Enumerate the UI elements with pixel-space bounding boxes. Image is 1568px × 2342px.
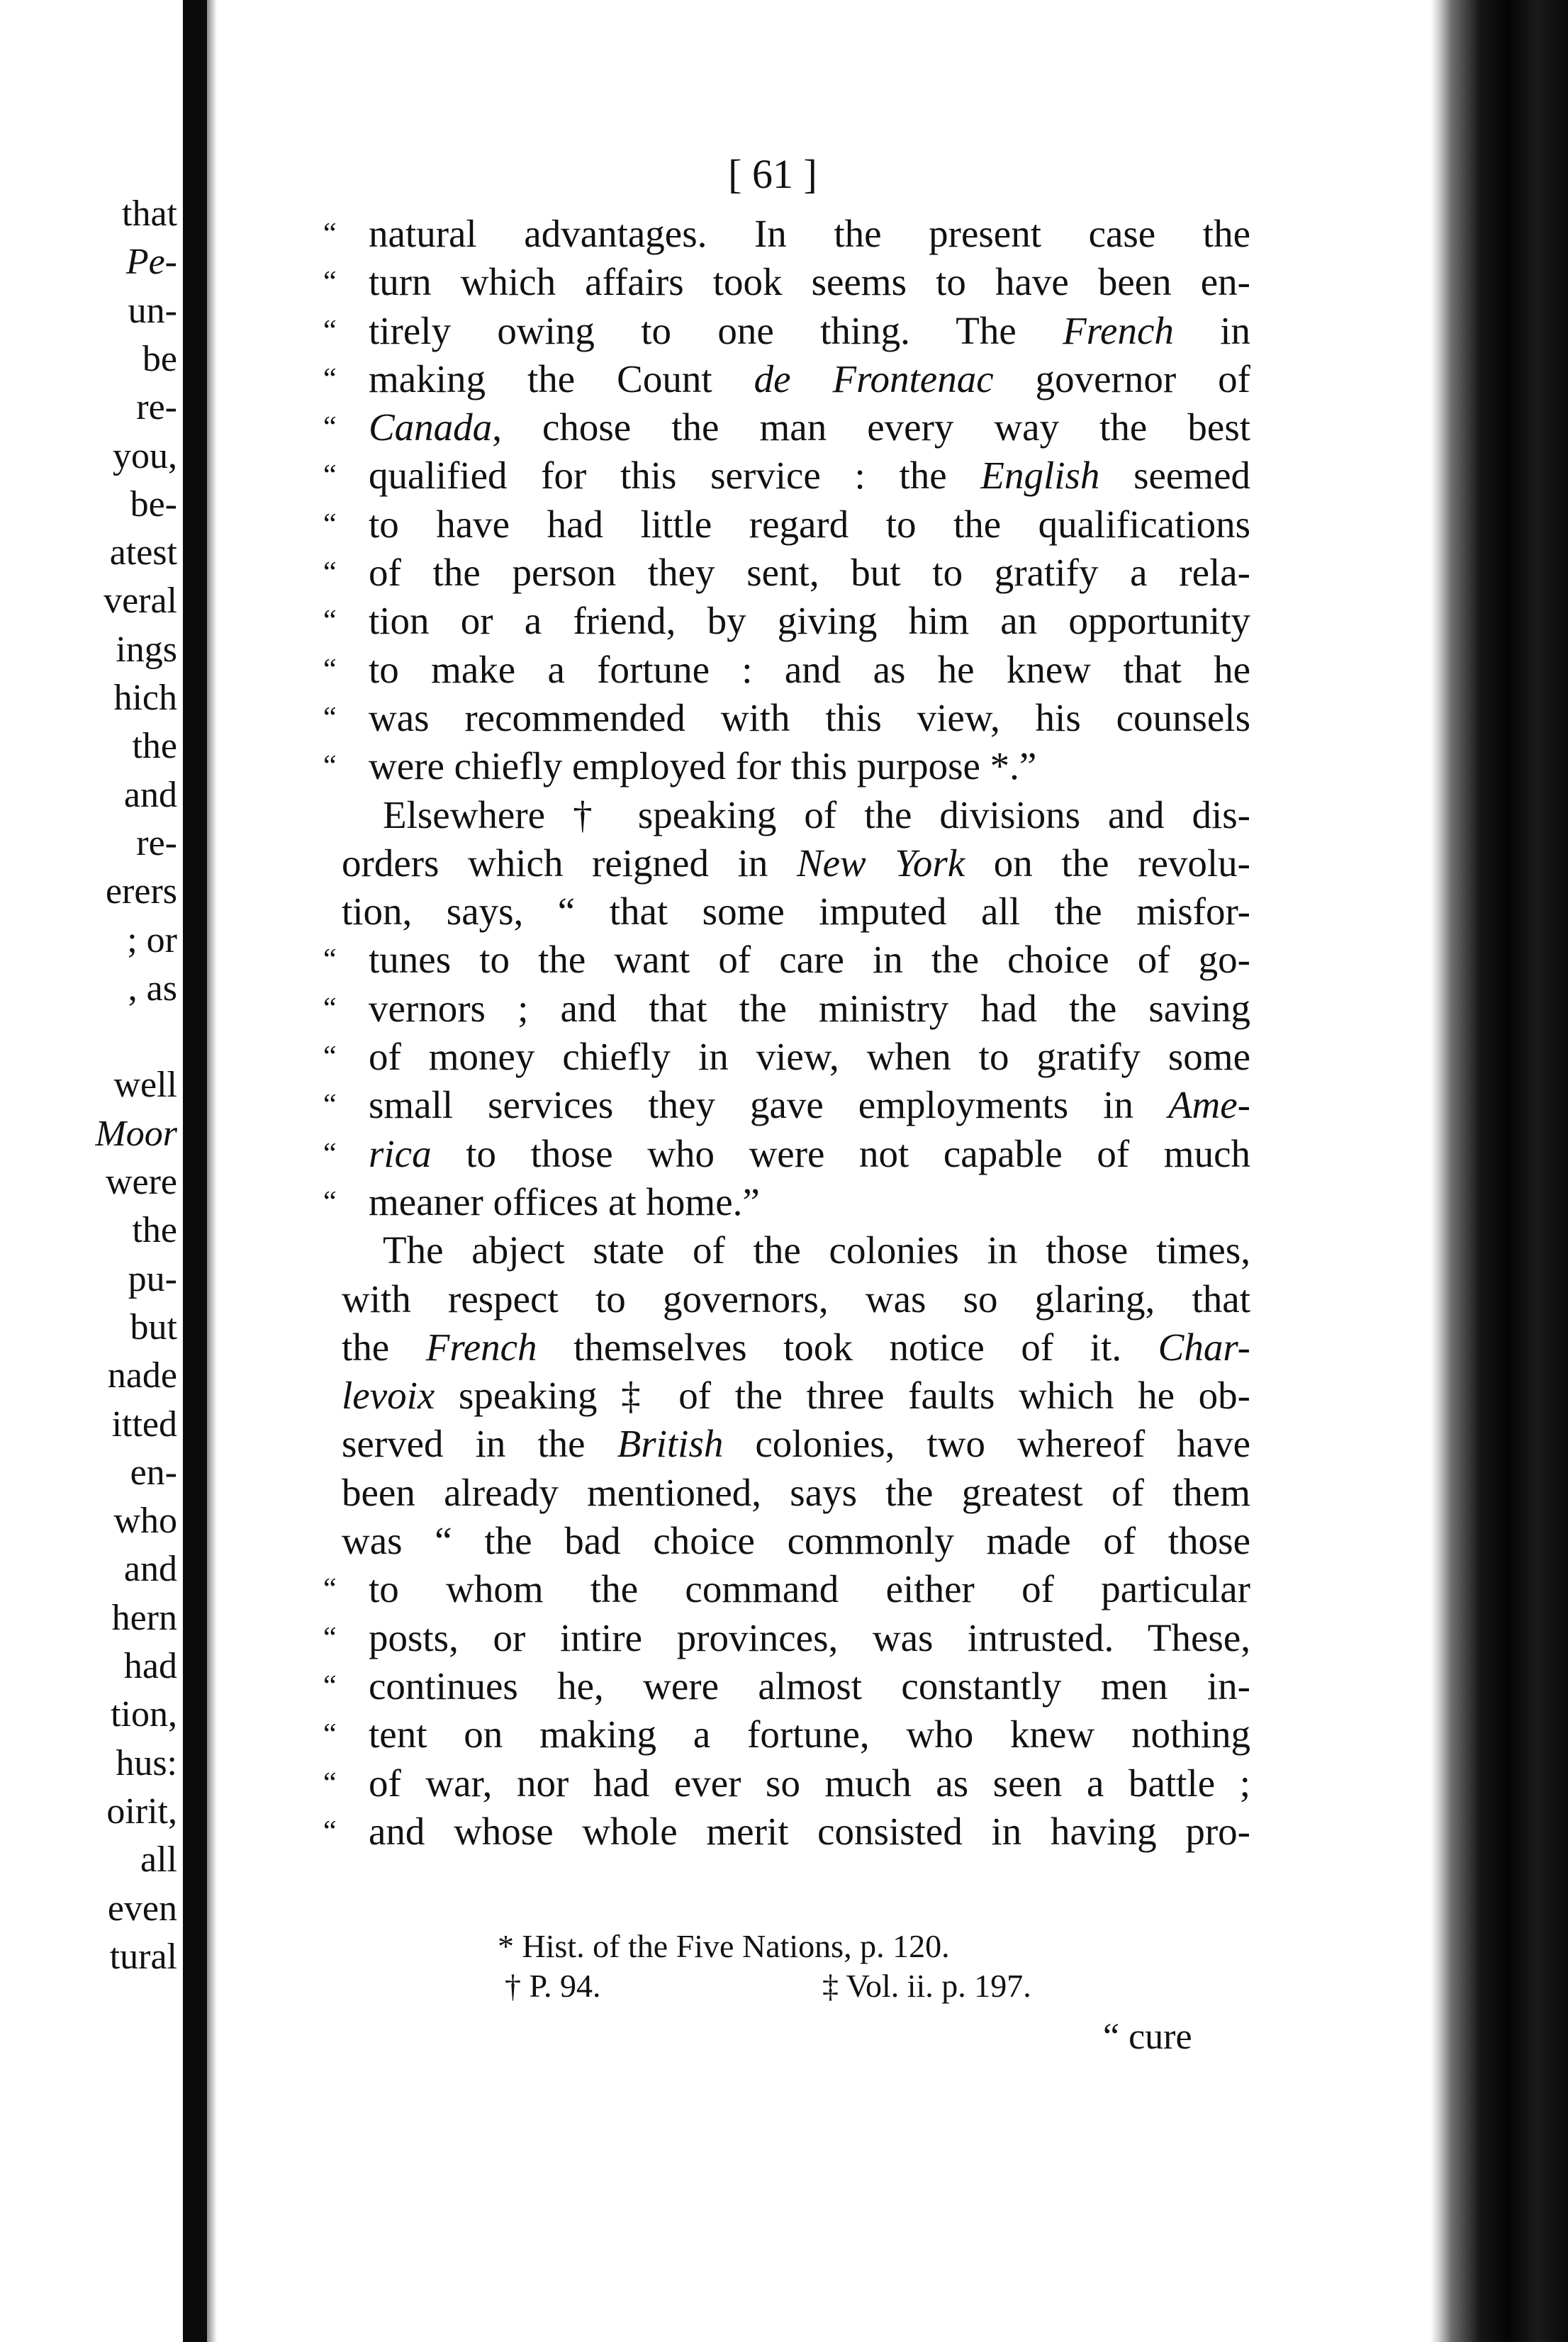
page-stack-edge bbox=[1438, 0, 1568, 2342]
italic-text: British bbox=[617, 1422, 724, 1466]
page-number: [ 61 ] bbox=[728, 151, 817, 197]
quote-mark: “ bbox=[323, 1669, 337, 1703]
text-line bbox=[323, 1033, 1250, 1081]
text-segment: with respect to governors, was so glaring, that bbox=[342, 1277, 1250, 1321]
italic-text: de Frontenac bbox=[754, 357, 994, 400]
left-page-line: veral bbox=[103, 581, 177, 622]
catchword: “ cure bbox=[1103, 2017, 1192, 2057]
left-page-line: hich bbox=[113, 678, 177, 718]
quote-mark: “ bbox=[323, 556, 337, 590]
left-page-line: the bbox=[132, 726, 177, 767]
left-page-line: itted bbox=[111, 1403, 177, 1445]
quote-mark: “ bbox=[323, 1621, 337, 1654]
left-page-line: and bbox=[123, 774, 177, 815]
left-page-line: all bbox=[140, 1839, 177, 1881]
gutter-shadow bbox=[207, 0, 217, 2342]
italic-text: New York bbox=[796, 841, 965, 885]
text-line bbox=[323, 597, 1250, 645]
text-line bbox=[323, 1275, 1250, 1323]
text-segment: the bbox=[342, 1325, 426, 1369]
text-segment: of war, nor had ever so much as seen a battle ; bbox=[369, 1761, 1250, 1805]
footnote-vol-ii: ‡ Vol. ii. p. 197. bbox=[822, 1968, 1031, 2004]
quote-mark: “ bbox=[323, 701, 337, 734]
left-page-line: were bbox=[105, 1162, 177, 1202]
quote-mark: “ bbox=[323, 411, 337, 444]
left-page-line: pu- bbox=[128, 1258, 177, 1299]
text-segment: posts, or intire provinces, was intrusted. These, bbox=[369, 1615, 1250, 1659]
text-segment: of money chiefly in view, when to gratify some bbox=[369, 1035, 1250, 1079]
left-page-line: but bbox=[130, 1306, 177, 1348]
left-page-line: be- bbox=[130, 483, 177, 525]
left-page-line: and bbox=[123, 1549, 177, 1590]
footnote-five-nations: * Hist. of the Five Nations, p. 120. bbox=[498, 1928, 950, 1964]
text-segment: to whom the command either of particular bbox=[369, 1567, 1250, 1611]
footnote-p94: † P. 94. bbox=[505, 1968, 601, 2004]
quote-mark: “ bbox=[323, 1041, 337, 1074]
text-line bbox=[323, 500, 1250, 549]
left-page-line: en- bbox=[130, 1452, 177, 1493]
left-page-line: tural bbox=[109, 1936, 177, 1977]
left-page-line: , as bbox=[128, 968, 177, 1009]
quote-mark: “ bbox=[323, 1185, 337, 1218]
quote-mark: “ bbox=[323, 218, 337, 250]
text-segment: tion, says, “ that some imputed all the misfor- bbox=[342, 890, 1250, 934]
text-line bbox=[323, 1662, 1250, 1710]
quote-mark: “ bbox=[323, 1815, 337, 1848]
left-page-fragment bbox=[0, 0, 183, 2342]
text-segment: The abject state of the colonies in those times, bbox=[383, 1228, 1250, 1272]
text-segment: to make a fortune : and as he knew that he bbox=[369, 647, 1250, 691]
text-line bbox=[323, 403, 1250, 452]
left-page-line: ings bbox=[116, 629, 177, 670]
left-page-line: even bbox=[107, 1888, 177, 1929]
left-page-line: be bbox=[142, 338, 177, 379]
text-line bbox=[323, 1372, 1250, 1420]
left-page-line: ; or bbox=[127, 919, 177, 960]
text-line bbox=[323, 1710, 1250, 1759]
left-page-line: hern bbox=[111, 1597, 177, 1638]
text-segment: turn which affairs took seems to have been en- bbox=[369, 260, 1250, 304]
text-segment: themselves took notice of it. bbox=[537, 1325, 1158, 1369]
italic-text: Canada bbox=[369, 405, 493, 449]
text-line bbox=[323, 1323, 1250, 1372]
text-line bbox=[323, 1614, 1250, 1662]
text-line bbox=[323, 1081, 1250, 1129]
text-line bbox=[323, 887, 1250, 936]
left-page-line: re- bbox=[136, 387, 177, 428]
text-segment: , chose the man every way the best bbox=[492, 405, 1250, 449]
text-line bbox=[323, 1130, 1250, 1178]
italic-text: levoix bbox=[342, 1374, 435, 1418]
left-page-line: nade bbox=[107, 1355, 177, 1396]
text-segment: governor of bbox=[993, 357, 1250, 400]
text-line bbox=[323, 985, 1250, 1033]
left-page-line: who bbox=[113, 1501, 177, 1542]
quote-mark: “ bbox=[323, 943, 337, 977]
text-line bbox=[323, 210, 1250, 258]
quote-mark: “ bbox=[323, 605, 337, 638]
text-segment: continues he, were almost constantly men in- bbox=[369, 1664, 1250, 1708]
text-segment: served in the bbox=[342, 1422, 617, 1466]
text-segment: on the revolu- bbox=[965, 841, 1250, 885]
text-line bbox=[323, 355, 1250, 403]
text-segment: were chiefly employed for this purpose *.” bbox=[369, 744, 1037, 788]
text-segment: in bbox=[1173, 308, 1251, 352]
text-segment: making the Count bbox=[369, 357, 754, 400]
text-line bbox=[323, 646, 1250, 694]
text-segment: small services they gave employments in bbox=[369, 1083, 1168, 1127]
quote-mark: “ bbox=[323, 362, 337, 396]
text-segment: tunes to the want of care in the choice of go- bbox=[369, 938, 1250, 982]
left-page-line: well bbox=[113, 1065, 177, 1106]
quote-mark: “ bbox=[323, 1089, 337, 1122]
left-page-line: erers bbox=[105, 871, 177, 912]
left-page-line: re- bbox=[136, 822, 177, 863]
left-page-line: tion, bbox=[111, 1694, 177, 1735]
left-page-line: that bbox=[122, 194, 177, 234]
text-line bbox=[323, 1469, 1250, 1517]
left-page-line: Pe- bbox=[125, 242, 177, 283]
quote-mark: “ bbox=[323, 1573, 337, 1606]
text-line bbox=[323, 452, 1250, 500]
text-segment: colonies, two whereof have bbox=[723, 1422, 1251, 1466]
italic-text: Ame- bbox=[1167, 1083, 1250, 1127]
left-page-line: atest bbox=[109, 532, 177, 573]
italic-text: French bbox=[425, 1325, 537, 1369]
text-line bbox=[323, 307, 1250, 355]
quote-mark: “ bbox=[323, 992, 337, 1025]
italic-text: rica bbox=[369, 1131, 432, 1175]
quote-mark: “ bbox=[323, 508, 337, 541]
text-segment: natural advantages. In the present case the bbox=[369, 212, 1250, 255]
text-segment: to have had little regard to the qualifications bbox=[369, 502, 1250, 546]
left-page-line: hus: bbox=[116, 1742, 177, 1783]
text-segment: seemed bbox=[1099, 454, 1250, 498]
quote-mark: “ bbox=[323, 266, 337, 299]
text-line bbox=[323, 258, 1250, 306]
book-gutter bbox=[183, 0, 207, 2342]
text-line bbox=[323, 839, 1250, 887]
text-segment: tion or a friend, by giving him an opportunity bbox=[369, 599, 1250, 643]
text-line bbox=[323, 1759, 1250, 1808]
text-segment: tirely owing to one thing. The bbox=[369, 308, 1063, 352]
text-line bbox=[323, 1178, 1250, 1226]
left-page-line: un- bbox=[128, 290, 177, 331]
text-segment: of the person they sent, but to gratify a rela- bbox=[369, 551, 1250, 595]
text-line bbox=[323, 1420, 1250, 1468]
italic-text: Char- bbox=[1158, 1325, 1250, 1369]
left-page-line: oirit, bbox=[106, 1791, 177, 1832]
text-segment: and whose whole merit consisted in having pro- bbox=[369, 1809, 1250, 1853]
text-segment: meaner offices at home.” bbox=[369, 1180, 760, 1223]
text-segment: been already mentioned, says the greatest of them bbox=[342, 1470, 1250, 1514]
quote-mark: “ bbox=[323, 1718, 337, 1752]
quote-mark: “ bbox=[323, 1137, 337, 1170]
footnotes bbox=[323, 1927, 1250, 2006]
text-line bbox=[323, 791, 1250, 839]
text-line bbox=[323, 1517, 1250, 1565]
italic-text: French bbox=[1063, 308, 1174, 352]
footnote-line-two bbox=[323, 1966, 1250, 2006]
text-line bbox=[323, 694, 1250, 742]
text-line bbox=[323, 936, 1250, 984]
text-segment: tent on making a fortune, who knew nothing bbox=[369, 1713, 1250, 1756]
body-text bbox=[323, 210, 1250, 1856]
text-line bbox=[323, 1226, 1250, 1274]
text-segment: Elsewhere † speaking of the divisions and dis- bbox=[383, 792, 1250, 836]
text-segment: vernors ; and that the ministry had the saving bbox=[369, 986, 1250, 1030]
text-segment: to those who were not capable of much bbox=[431, 1131, 1250, 1175]
left-page-line: you, bbox=[113, 435, 177, 476]
left-page-line: the bbox=[132, 1210, 177, 1251]
quote-mark: “ bbox=[323, 459, 337, 493]
quote-mark: “ bbox=[323, 314, 337, 347]
text-line bbox=[323, 549, 1250, 597]
quote-mark: “ bbox=[323, 653, 337, 686]
text-line bbox=[323, 742, 1250, 790]
italic-text: English bbox=[980, 454, 1100, 498]
quote-mark: “ bbox=[323, 750, 337, 783]
text-segment: orders which reigned in bbox=[342, 841, 797, 885]
left-page-line: had bbox=[123, 1646, 177, 1686]
text-segment: qualified for this service : the bbox=[369, 454, 981, 498]
left-page-line: Moor bbox=[95, 1113, 177, 1154]
text-segment: was “ the bad choice commonly made of those bbox=[342, 1519, 1250, 1563]
text-line bbox=[323, 1565, 1250, 1613]
text-segment: was recommended with this view, his counsels bbox=[369, 695, 1250, 739]
text-line bbox=[323, 1808, 1250, 1856]
text-segment: speaking ‡ of the three faults which he ob- bbox=[435, 1374, 1250, 1418]
quote-mark: “ bbox=[323, 1766, 337, 1800]
